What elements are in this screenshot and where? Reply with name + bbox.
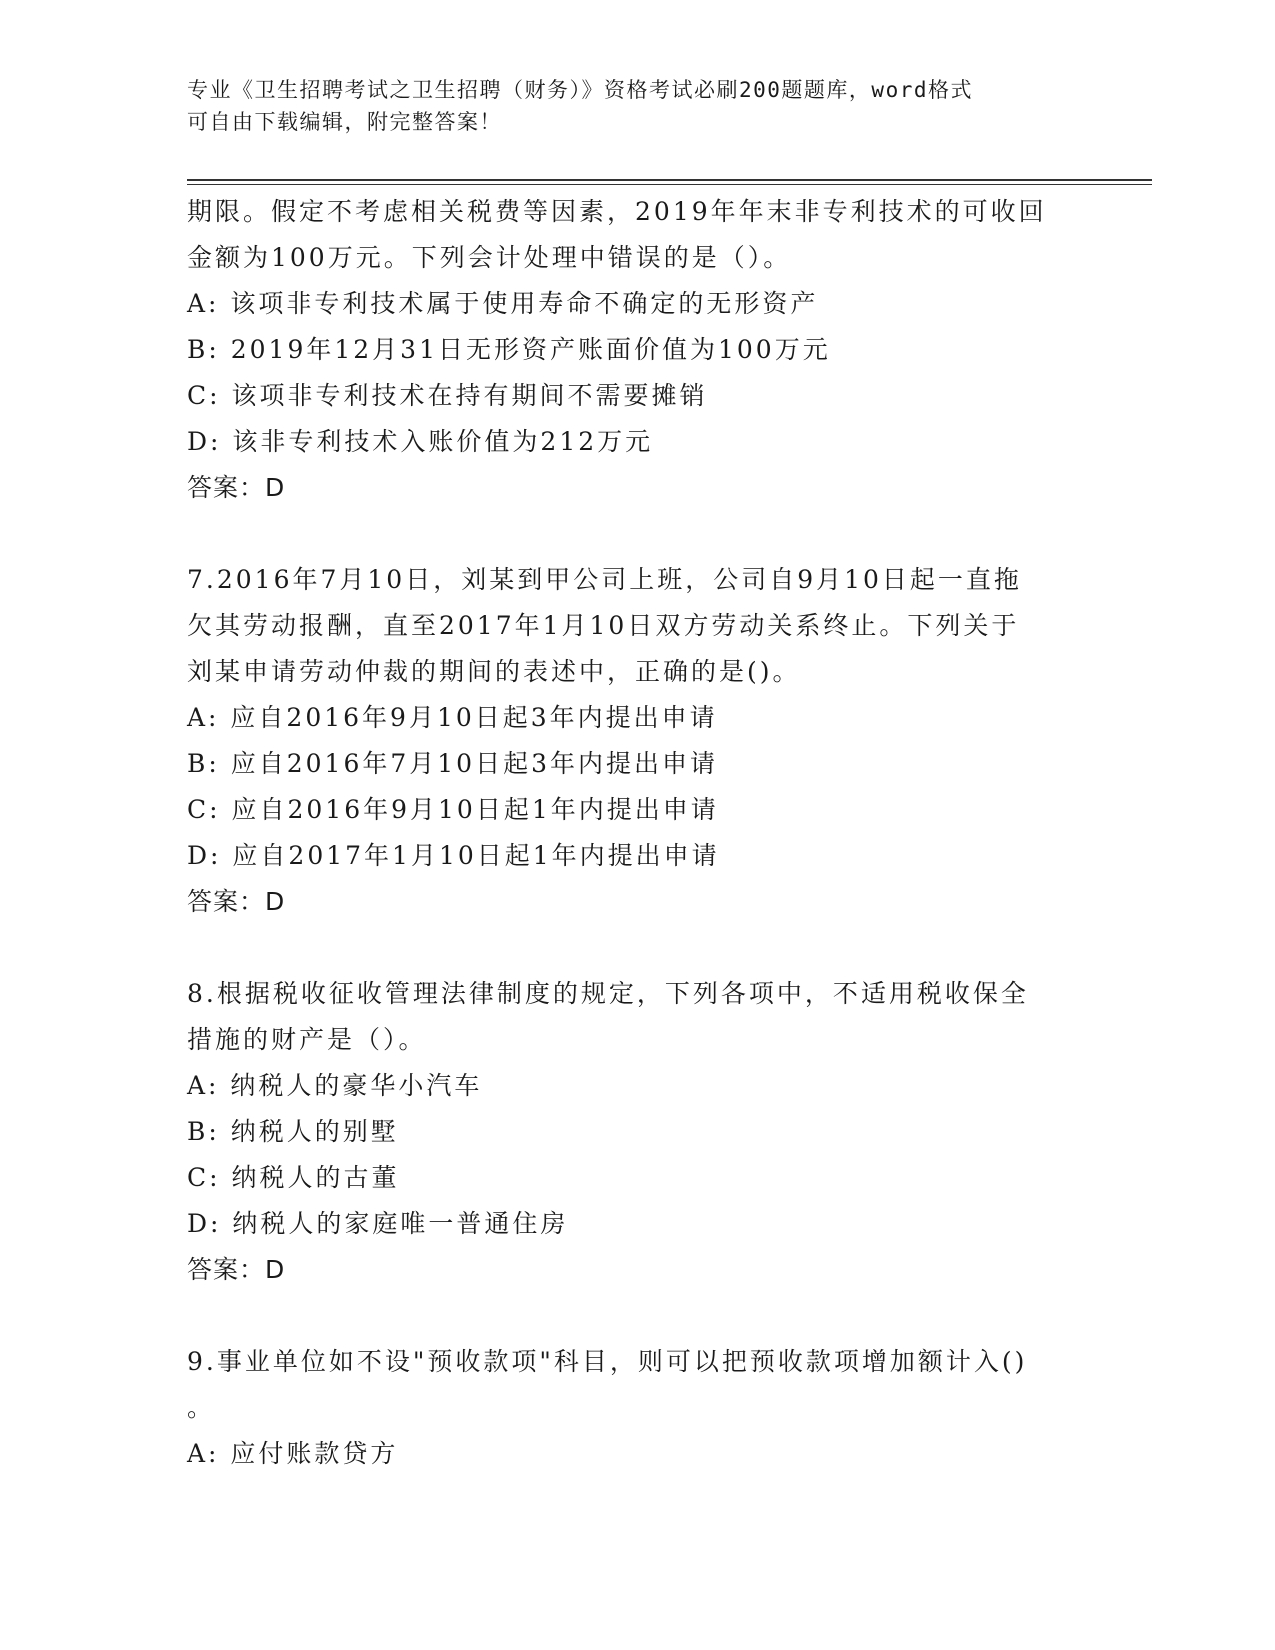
question-stem: 刘某申请劳动仲裁的期间的表述中，正确的是()。	[187, 657, 801, 686]
option-a: A: 应付账款贷方	[187, 1439, 399, 1468]
option-c: C: 纳税人的古董	[187, 1163, 400, 1192]
question-8	[187, 971, 1087, 1293]
spacer	[187, 925, 1087, 971]
question-list	[187, 189, 1087, 1477]
question-stem: 措施的财产是（）。	[187, 1025, 427, 1054]
question-9	[187, 1339, 1087, 1477]
question-7	[187, 557, 1087, 925]
option-d: D: 应自2017年1月10日起1年内提出申请	[187, 841, 720, 870]
question-stem: 金额为100万元。下列会计处理中错误的是（）。	[187, 243, 792, 272]
header-rule-thick	[187, 179, 1152, 181]
option-a: A: 应自2016年9月10日起3年内提出申请	[187, 703, 718, 732]
spacer	[187, 511, 1087, 557]
spacer	[187, 1293, 1087, 1339]
question-stem: 欠其劳动报酬，直至2017年1月10日双方劳动关系终止。下列关于	[187, 611, 1020, 640]
answer: 答案：D	[187, 1255, 286, 1284]
header-line-2: 可自由下载编辑，附完整答案！	[187, 110, 502, 134]
option-d: D: 纳税人的家庭唯一普通住房	[187, 1209, 569, 1238]
option-b: B: 应自2016年7月10日起3年内提出申请	[187, 749, 718, 778]
option-d: D: 该非专利技术入账价值为212万元	[187, 427, 654, 456]
question-stem: 7.2016年7月10日，刘某到甲公司上班，公司自9月10日起一直拖	[187, 565, 1022, 594]
answer: 答案：D	[187, 887, 286, 916]
question-stem: 。	[187, 1393, 216, 1422]
option-a: A: 该项非专利技术属于使用寿命不确定的无形资产	[187, 289, 819, 318]
option-b: B: 纳税人的别墅	[187, 1117, 399, 1146]
option-a: A: 纳税人的豪华小汽车	[187, 1071, 483, 1100]
question-stem: 9.事业单位如不设"预收款项"科目，则可以把预收款项增加额计入()	[187, 1347, 1028, 1376]
option-c: C: 该项非专利技术在持有期间不需要摊销	[187, 381, 708, 410]
question-6	[187, 189, 1087, 511]
header-line-1: 专业《卫生招聘考试之卫生招聘（财务）》资格考试必刷200题题库，word格式	[187, 78, 973, 102]
question-stem: 期限。假定不考虑相关税费等因素，2019年年末非专利技术的可收回	[187, 197, 1047, 226]
option-c: C: 应自2016年9月10日起1年内提出申请	[187, 795, 719, 824]
option-b: B: 2019年12月31日无形资产账面价值为100万元	[187, 335, 831, 364]
question-stem: 8.根据税收征收管理法律制度的规定，下列各项中，不适用税收保全	[187, 979, 1029, 1008]
header-rule-thin	[187, 184, 1152, 185]
document-header	[187, 74, 1067, 138]
answer: 答案：D	[187, 473, 286, 502]
